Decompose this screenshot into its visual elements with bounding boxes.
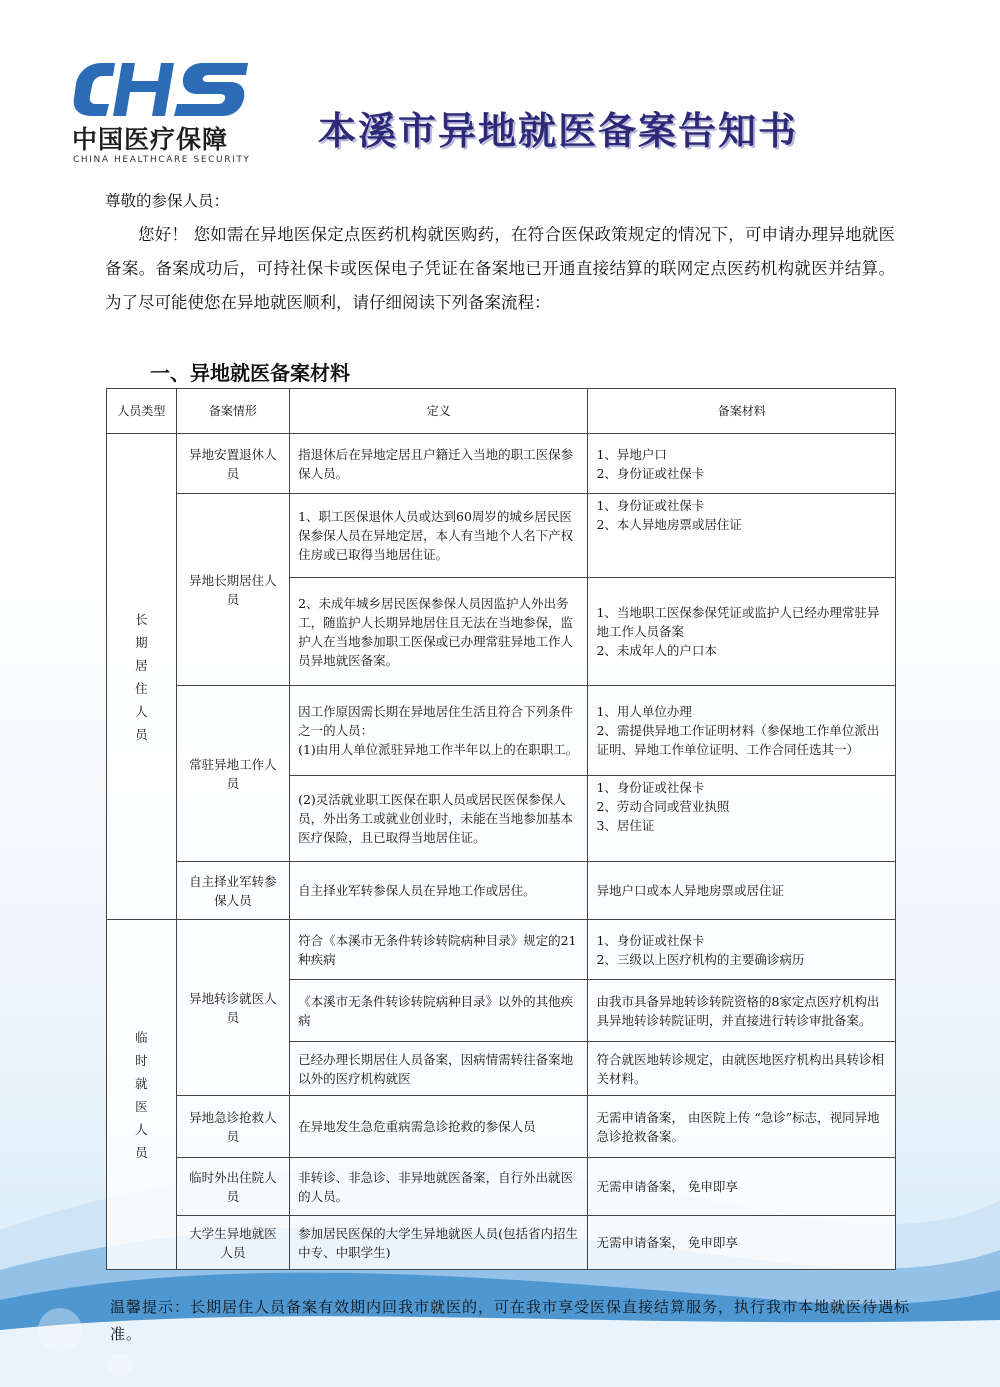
material-item: 1、异地户口 — [596, 446, 667, 462]
table-row — [107, 686, 896, 776]
definition-cell — [290, 686, 588, 776]
material-item: 2、本人异地房票或居住证 — [596, 517, 742, 532]
material-item: 1、身份证或社保卡 — [596, 498, 705, 513]
definition-cell: 符合《本溪市无条件转诊转院病种目录》规定的21种疾病 — [290, 920, 588, 980]
materials-cell: 符合就医地转诊规定，由就医地医疗机构出具转诊相关材料。 — [588, 1042, 896, 1096]
materials-cell — [588, 920, 896, 980]
material-item: 3、居住证 — [596, 818, 655, 833]
materials-cell — [588, 578, 896, 686]
definition-line: (1)由用人单位派驻异地工作半年以上的在职职工。 — [298, 742, 579, 757]
category-cell: 常驻异地工作人员 — [176, 686, 289, 862]
filing-materials-table — [106, 388, 896, 1270]
category-cell: 异地长期居住人员 — [176, 494, 289, 686]
definition-line: 因工作原因需长期在异地居住生活且符合下列条件之一的人员： — [298, 704, 574, 738]
definition-cell: 非转诊、非急诊、非异地就医备案，自行外出就医的人员。 — [290, 1158, 588, 1216]
definition-cell: 参加居民医保的大学生异地就医人员(包括省内招生中专、中职学生) — [290, 1216, 588, 1270]
definition-cell: (2)灵活就业职工医保在职人员或居民医保参保人员，外出务工或就业创业时，未能在当地参加基本医疗保险，且已取得当地居住证。 — [290, 776, 588, 862]
table-header-row — [107, 389, 896, 434]
group-temporary-label: 临时就医人员 — [135, 1029, 148, 1160]
materials-cell — [588, 494, 896, 578]
materials-cell: 无需申请备案， 免申即享 — [588, 1158, 896, 1216]
materials-cell — [588, 862, 896, 920]
category-cell: 异地转诊就医人员 — [176, 920, 289, 1096]
table-row — [107, 494, 896, 578]
page-title: 本溪市异地就医备案告知书 — [318, 109, 799, 153]
table-row — [107, 1158, 896, 1216]
definition-cell: 1、职工医保退休人员或达到60周岁的城乡居民医保参保人员在异地定居，本人有当地个人名下产权住房或已取得当地居住证。 — [290, 494, 588, 578]
definition-cell: 2、未成年城乡居民医保参保人员因监护人外出务工，随监护人长期异地居住且无法在当地参保，监护人在当地参加职工医保或已办理常驻异地工作人员异地就医备案。 — [290, 578, 588, 686]
section-title: 一、异地就医备案材料 — [150, 361, 350, 385]
header-definition: 定义 — [290, 389, 588, 434]
material-item: 1、当地职工医保参保凭证或监护人已经办理常驻异地工作人员备案 — [596, 605, 880, 639]
material-item: 异地户口或本人异地房票或居住证 — [596, 883, 784, 898]
group-temporary — [107, 920, 177, 1270]
table-row — [107, 1096, 896, 1158]
material-item: 1、身份证或社保卡 — [596, 932, 705, 948]
category-cell: 异地安置退休人员 — [176, 434, 289, 494]
table-row — [107, 1216, 896, 1270]
header-materials: 备案材料 — [588, 389, 896, 434]
material-item: 1、用人单位办理 — [596, 704, 692, 719]
table-row — [107, 434, 896, 494]
materials-cell: 由我市具备异地转诊转院资格的8家定点医疗机构出具异地转诊转院证明，并直接进行转诊审批备案。 — [588, 980, 896, 1042]
group-long-term — [107, 434, 177, 920]
definition-cell: 已经办理长期居住人员备案，因病情需转往备案地以外的医疗机构就医 — [290, 1042, 588, 1096]
materials-cell — [588, 434, 896, 494]
material-item: 2、需提供异地工作证明材料（参保地工作单位派出证明、异地工作单位证明、工作合同任选其一） — [596, 723, 880, 757]
logo-english-text: CHINA HEALTHCARE SECURITY — [73, 155, 251, 165]
logo-chinese-text: 中国医疗保障 — [72, 125, 229, 154]
definition-cell: 自主择业军转参保人员在异地工作或居住。 — [290, 862, 588, 920]
definition-cell: 在异地发生急危重病需急诊抢救的参保人员 — [290, 1096, 588, 1158]
material-item: 2、劳动合同或营业执照 — [596, 799, 730, 814]
material-item: 1、身份证或社保卡 — [596, 780, 705, 795]
definition-cell: 指退休后在异地定居且户籍迁入当地的职工医保参保人员。 — [290, 434, 588, 494]
category-cell: 自主择业军转参保人员 — [176, 862, 289, 920]
table-row — [107, 862, 896, 920]
category-cell: 异地急诊抢救人员 — [176, 1096, 289, 1158]
category-cell: 大学生异地就医人员 — [176, 1216, 289, 1270]
tip-note: 温馨提示：长期居住人员备案有效期内回我市就医的，可在我市享受医保直接结算服务，执行我市本地就医待遇标准。 — [110, 1298, 911, 1343]
material-item: 2、未成年人的户口本 — [596, 643, 717, 658]
category-cell: 临时外出住院人员 — [176, 1158, 289, 1216]
material-item: 2、三级以上医疗机构的主要确诊病历 — [596, 951, 805, 967]
greeting: 尊敬的参保人员： — [105, 192, 230, 210]
intro-paragraph: 您好！ 您如需在异地医保定点医药机构就医购药，在符合医保政策规定的情况下，可申请办理异地就医备案。备案成功后，可持社保卡或医保电子凭证在备案地已开通直接结算的联网定点医药机构就医并结算。为了尽可能使您在异地就医顺利，请仔细阅读下列备案流程： — [105, 225, 895, 312]
materials-cell — [588, 686, 896, 776]
materials-cell: 无需申请备案， 由医院上传 “急诊”标志，视同异地急诊抢救备案。 — [588, 1096, 896, 1158]
definition-cell: 《本溪市无条件转诊转院病种目录》以外的其他疾病 — [290, 980, 588, 1042]
header-situation: 备案情形 — [176, 389, 289, 434]
header-person-type: 人员类型 — [107, 389, 177, 434]
material-item: 2、身份证或社保卡 — [596, 465, 705, 481]
materials-cell — [588, 776, 896, 862]
table-row — [107, 920, 896, 980]
group-long-term-label: 长期居住人员 — [135, 611, 148, 742]
materials-cell: 无需申请备案， 免申即享 — [588, 1216, 896, 1270]
